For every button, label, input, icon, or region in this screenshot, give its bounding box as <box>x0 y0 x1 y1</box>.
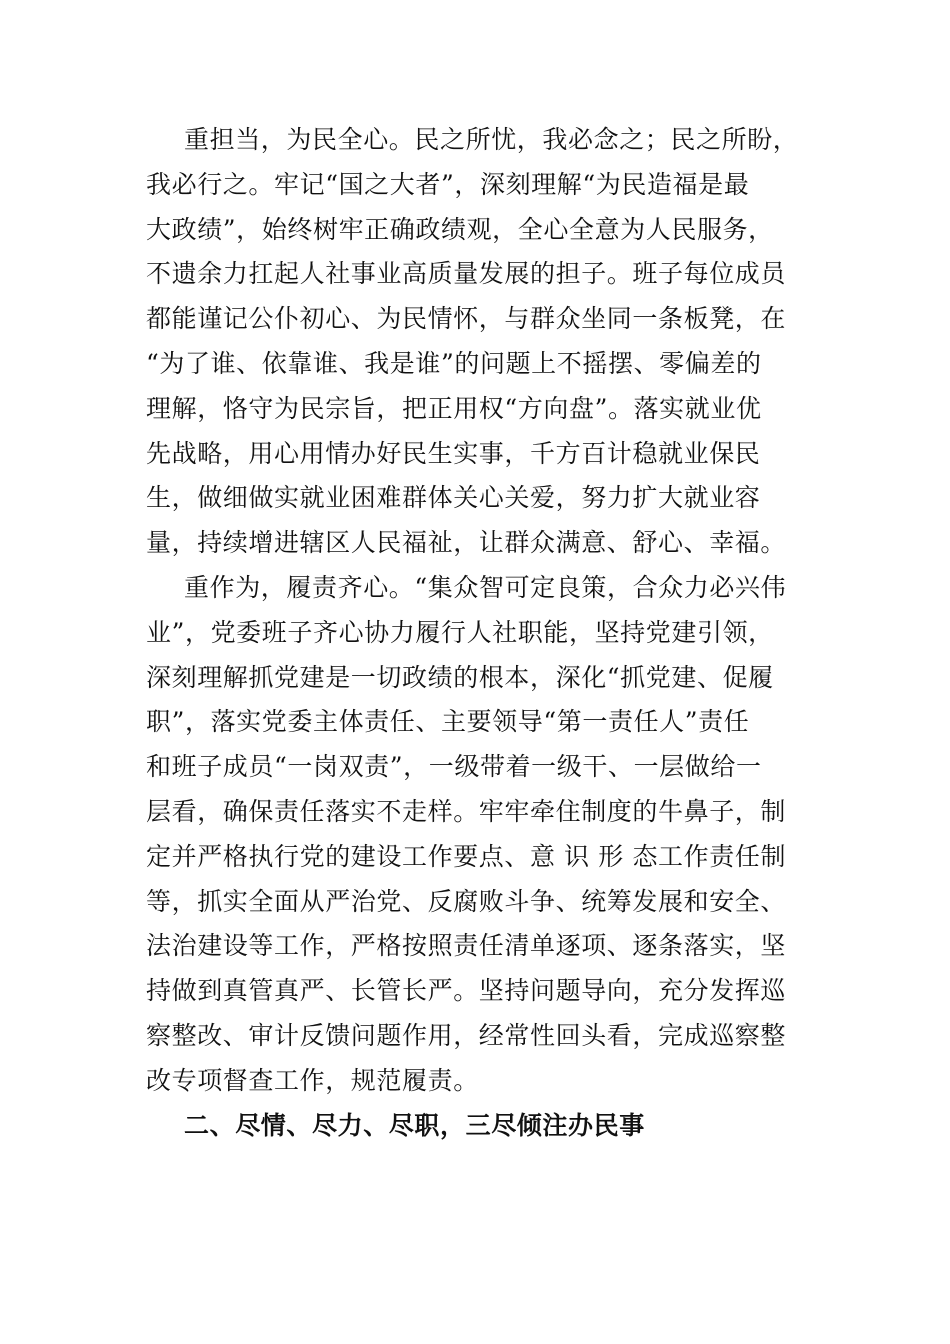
document-body <box>146 118 806 1148</box>
paragraph-line: 法治建设等工作，严格按照责任清单逐项、逐条落实，坚 <box>146 931 787 961</box>
paragraph-line: 业”，党委班子齐心协力履行人社职能，坚持党建引领， <box>146 617 774 647</box>
paragraph-2 <box>146 566 806 1104</box>
paragraph-line: 定并严格执行党的建设工作要点、意 识 形 态工作责任制 <box>146 841 787 871</box>
paragraph-line: 理解，恪守为民宗旨，把正用权“方向盘”。落实就业优 <box>146 393 762 423</box>
paragraph-line: 改专项督查工作，规范履责。 <box>146 1065 479 1095</box>
paragraph-line: 等，抓实全面从严治党、反腐败斗争、统筹发展和安全、 <box>146 886 787 916</box>
paragraph-line: 重担当，为民全心。民之所忧，我必念之；民之所盼， <box>184 125 799 154</box>
paragraph-line: 层看，确保责任落实不走样。牢牢牵住制度的牛鼻子，制 <box>146 796 787 826</box>
paragraph-line: 生，做细做实就业困难群体关心关爱，努力扩大就业容 <box>146 483 761 513</box>
paragraph-line: 先战略，用心用情办好民生实事，千方百计稳就业保民 <box>146 438 761 468</box>
paragraph-line: 职”，落实党委主体责任、主要领导“第一责任人”责任 <box>146 707 750 737</box>
paragraph-line: “为了谁、依靠谁、我是谁”的问题上不摇摆、零偏差的 <box>146 348 762 378</box>
paragraph-line: 深刻理解抓党建是一切政绩的根本，深化“抓党建、促履 <box>146 662 774 692</box>
paragraph-line: 和班子成员“一岗双责”，一级带着一级干、一层做给一 <box>146 752 762 782</box>
paragraph-line: 我必行之。牢记“国之大者”，深刻理解“为民造福是最 <box>146 169 750 199</box>
paragraph-line: 大政绩”，始终树牢正确政绩观，全心全意为人民服务， <box>146 214 774 244</box>
paragraph-line: 持做到真管真严、长管长严。坚持问题导向，充分发挥巡 <box>146 976 787 1006</box>
paragraph-line: 不遗余力扛起人社事业高质量发展的担子。班子每位成员 <box>146 259 787 289</box>
paragraph-line: 都能谨记公仆初心、为民情怀，与群众坐同一条板凳，在 <box>146 304 787 334</box>
section-heading: 二、尽情、尽力、尽职，三尽倾注办民事 <box>184 1110 645 1140</box>
paragraph-line: 重作为，履责齐心。“集众智可定良策，合众力必兴伟 <box>184 572 787 602</box>
paragraph-line: 量，持续增进辖区人民福祉，让群众满意、舒心、幸福。 <box>146 528 787 558</box>
paragraph-1 <box>146 118 806 566</box>
paragraph-line: 察整改、审计反馈问题作用，经常性回头看，完成巡察整 <box>146 1020 787 1050</box>
